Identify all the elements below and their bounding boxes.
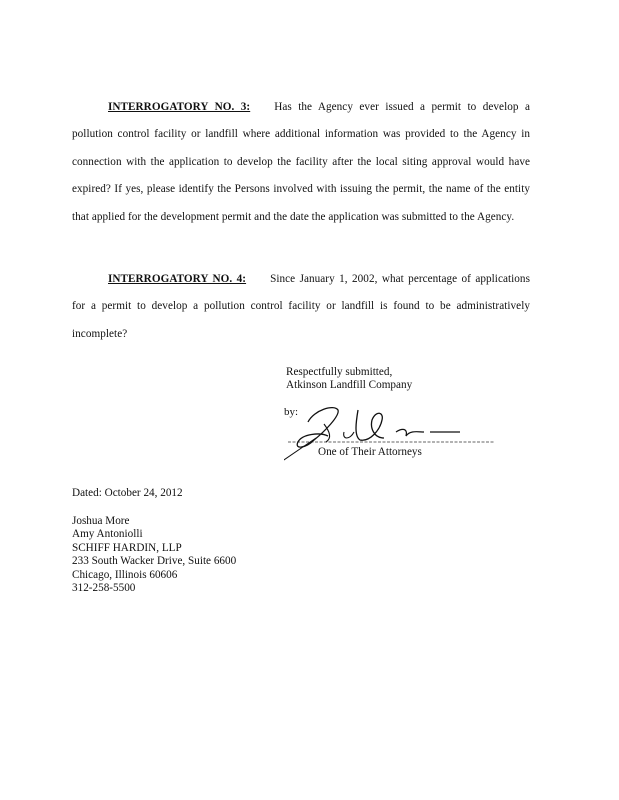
contact-firm: SCHIFF HARDIN, LLP — [72, 541, 182, 554]
attorney-label: One of Their Attorneys — [318, 446, 422, 458]
by-label: by: — [284, 406, 299, 418]
contact-name-1: Joshua More — [72, 515, 130, 527]
date-line: Dated: October 24, 2012 — [72, 487, 183, 499]
interrogatory-3-heading: INTERROGATORY NO. 3: — [108, 101, 251, 113]
contact-phone: 312-258-5500 — [72, 582, 136, 595]
handwritten-signature — [284, 402, 504, 472]
closing-text: Respectfully submitted, — [286, 366, 393, 378]
interrogatory-4-heading: INTERROGATORY NO. 4: — [108, 273, 247, 285]
contact-address-2: Chicago, Illinois 60606 — [72, 568, 178, 581]
interrogatory-3 — [72, 94, 530, 231]
signature-area — [284, 402, 504, 472]
contact-address-1: 233 South Wacker Drive, Suite 6600 — [72, 555, 237, 568]
interrogatory-3-body: Has the Agency ever issued a permit to develop a pollution control facility or landfill where additional information was provided to the Agency in connection with the application to develop the facility after the local siting approval would have expired? If yes, please identify the Persons involved with issuing the permit, the name of the entity that applied for the development permit and the date the application was submitted to the Agency. — [72, 101, 530, 223]
signature-block — [286, 366, 412, 392]
company-name: Atkinson Landfill Company — [286, 379, 413, 391]
interrogatory-4 — [72, 266, 530, 348]
contact-name-2: Amy Antoniolli — [72, 528, 143, 541]
interrogatory-4-body: Since January 1, 2002, what percentage of applications for a permit to develop a pollution control facility or landfill is found to be administratively incomplete? — [72, 273, 530, 340]
attorney-contact — [72, 515, 236, 595]
